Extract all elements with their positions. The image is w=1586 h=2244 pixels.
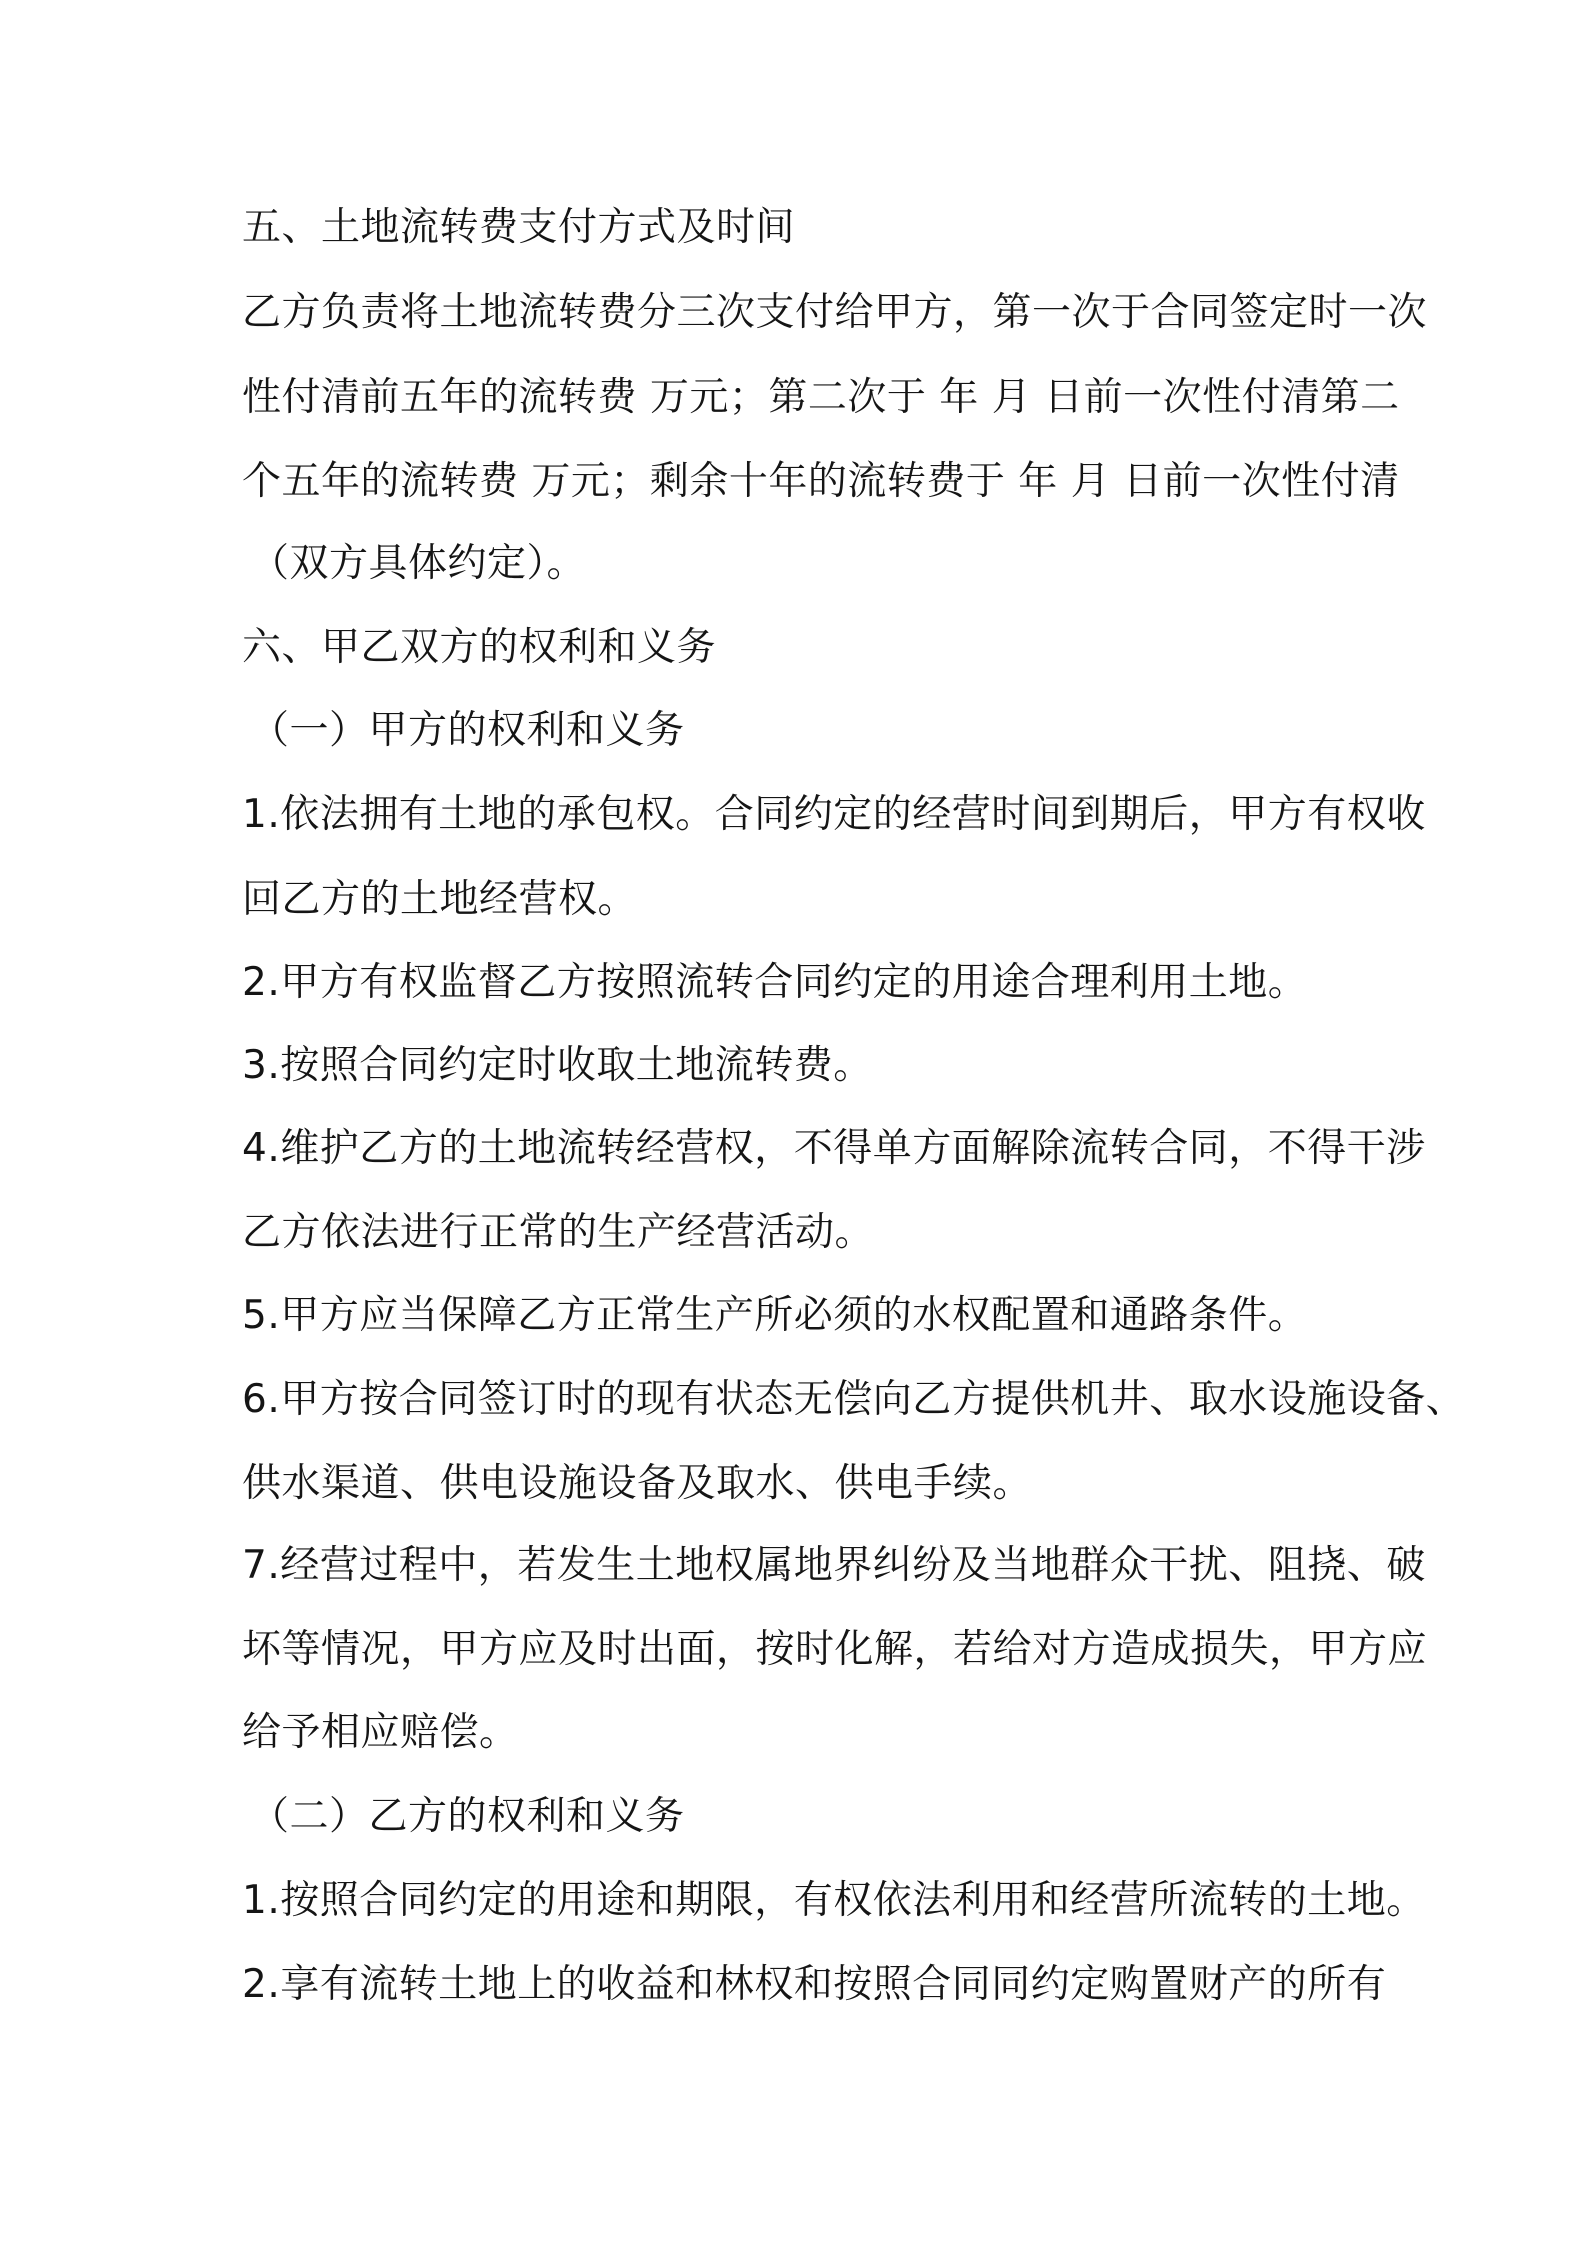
subsection-heading-party-a: （一）甲方的权利和义务 <box>250 708 685 753</box>
list-item-continuation: 供水渠道、供电设施设备及取水、供电手续。 <box>242 1461 1033 1506</box>
subsection-heading-party-b: （二）乙方的权利和义务 <box>250 1794 685 1839</box>
section-heading-payment: 五、土地流转费支付方式及时间 <box>242 205 796 250</box>
paragraph-line: 乙方负责将土地流转费分三次支付给甲方，第一次于合同签定时一次 <box>242 290 1428 335</box>
list-item: 1.依法拥有土地的承包权。合同约定的经营时间到期后，甲方有权收 <box>242 792 1426 837</box>
list-item: 3.按照合同约定时收取土地流转费。 <box>242 1043 873 1088</box>
list-item: 6.甲方按合同签订时的现有状态无偿向乙方提供机井、取水设施设备、 <box>242 1377 1466 1422</box>
list-item: 2.甲方有权监督乙方按照流转合同约定的用途合理利用土地。 <box>242 960 1308 1005</box>
paragraph-line: （双方具体约定）。 <box>250 541 587 586</box>
list-item-continuation: 乙方依法进行正常的生产经营活动。 <box>242 1210 875 1255</box>
section-heading-rights: 六、甲乙双方的权利和义务 <box>242 625 717 670</box>
list-item: 4.维护乙方的土地流转经营权，不得单方面解除流转合同，不得干涉 <box>242 1126 1426 1171</box>
list-item: 1.按照合同约定的用途和期限，有权依法利用和经营所流转的土地。 <box>242 1878 1426 1923</box>
list-item-continuation: 回乙方的土地经营权。 <box>242 877 638 922</box>
paragraph-line: 个五年的流转费 万元；剩余十年的流转费于 年 月 日前一次性付清 <box>242 459 1400 504</box>
list-item: 5.甲方应当保障乙方正常生产所必须的水权配置和通路条件。 <box>242 1293 1308 1338</box>
list-item-continuation: 坏等情况，甲方应及时出面，按时化解，若给对方造成损失，甲方应 <box>242 1627 1428 1672</box>
list-item-continuation: 给予相应赔偿。 <box>242 1710 519 1755</box>
list-item: 2.享有流转土地上的收益和林权和按照合同同约定购置财产的所有 <box>242 1962 1387 2007</box>
paragraph-line: 性付清前五年的流转费 万元；第二次于 年 月 日前一次性付清第二 <box>242 375 1400 420</box>
list-item: 7.经营过程中，若发生土地权属地界纠纷及当地群众干扰、阻挠、破 <box>242 1543 1426 1588</box>
